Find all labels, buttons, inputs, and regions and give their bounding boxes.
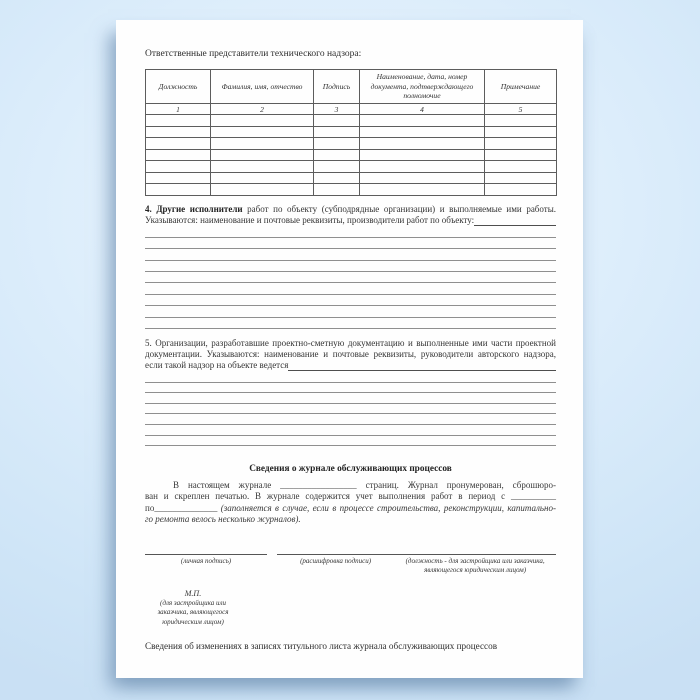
personal-signature-line xyxy=(145,546,267,555)
personal-signature-label: (личная подпись) xyxy=(180,556,232,565)
signature-lines xyxy=(145,546,556,555)
ruled-line xyxy=(145,425,556,436)
ruled-line xyxy=(145,227,556,238)
col-number: 4 xyxy=(360,104,485,115)
table-row xyxy=(146,115,557,127)
ruled-line xyxy=(145,318,556,329)
table-row xyxy=(146,149,557,161)
ruled-line xyxy=(145,306,556,317)
signature-decryption-label: (расшифровка подписи) xyxy=(300,556,372,565)
section-4-lead-rest: работ по объекту (субподрядные организации) и выполняемые ими работы. xyxy=(242,203,557,214)
section-5-line-2: документации. Указываются: наименование и почтовые реквизиты, руководители авторского надзора, xyxy=(145,349,556,360)
journal-line-3-note: (заполняется в случае, если в процессе строительства, реконструкции, капитально- xyxy=(220,502,556,513)
ruled-line xyxy=(145,414,556,425)
col-header-signature: Подпись xyxy=(314,70,360,104)
blank-underline xyxy=(474,216,556,226)
col-header-note: Примечание xyxy=(485,70,557,104)
section-4-line-2-text: Указываются: наименование и почтовые реквизиты, производители работ по объекту: xyxy=(145,214,475,225)
section-5-line-3 xyxy=(145,360,556,371)
journal-section-heading: Сведения о журнале обслуживающих процессов xyxy=(249,464,452,475)
col-number: 1 xyxy=(146,104,211,115)
table-row xyxy=(146,161,557,173)
stamp-mp-label: М.П. xyxy=(184,588,202,598)
journal-line-1: В настоящем журнале _________________ страниц. Журнал пронумерован, сброшюро- xyxy=(173,480,556,491)
ruled-line xyxy=(145,436,556,447)
section-4-bold-lead: 4. Другие исполнители xyxy=(145,203,243,214)
col-number: 3 xyxy=(314,104,360,115)
col-header-document: Наименование, дата, номер документа, подтверждающего полномочие xyxy=(360,70,485,104)
journal-line-4: го ремонта велось несколько журналов). xyxy=(145,513,301,524)
table-body xyxy=(146,115,557,196)
ruled-line xyxy=(145,261,556,272)
table-row xyxy=(146,184,557,196)
signature-labels xyxy=(145,557,556,576)
journal-line-3-prefix: по______________ xyxy=(145,502,221,513)
position-label: (должность - для застройщика или заказчика, являющегося юридическим лицом) xyxy=(405,556,545,575)
journal-paragraph xyxy=(145,480,556,525)
section-4-line-1 xyxy=(145,204,556,215)
ruled-line xyxy=(145,393,556,404)
col-number: 5 xyxy=(485,104,557,115)
ruled-line xyxy=(145,295,556,306)
signature-details-line xyxy=(277,546,556,555)
table-row xyxy=(146,172,557,184)
table-row xyxy=(146,126,557,138)
section-4-line-2 xyxy=(145,215,556,226)
section-5-line-1: 5. Организации, разработавшие проектно-сметную документацию и выполненные ими части проектной xyxy=(145,338,556,349)
ruled-line xyxy=(145,272,556,283)
page-title: Ответственные представители технического надзора: xyxy=(145,49,362,59)
table-row xyxy=(146,138,557,150)
col-number: 2 xyxy=(211,104,314,115)
section-4 xyxy=(145,204,556,330)
section-5 xyxy=(145,338,556,446)
ruled-line xyxy=(145,404,556,415)
table-number-row xyxy=(146,104,557,115)
title-changes-heading: Сведения об изменениях в записях титульного листа журнала обслуживающих процессов xyxy=(145,641,498,652)
ruled-line xyxy=(145,283,556,294)
document-page xyxy=(116,20,583,678)
col-header-position: Должность xyxy=(146,70,211,104)
section-5-ruled-lines xyxy=(145,372,556,446)
col-header-name: Фамилия, имя, отчество xyxy=(211,70,314,104)
ruled-line xyxy=(145,249,556,260)
stamp-note-line-2: заказчика, являющегося xyxy=(157,608,229,617)
signature-labels-right xyxy=(277,557,556,576)
supervisors-table xyxy=(145,69,557,196)
ruled-line xyxy=(145,383,556,394)
section-4-ruled-lines xyxy=(145,227,556,330)
stamp-note-line-3: юридическим лицом) xyxy=(162,617,224,626)
stamp-block xyxy=(145,589,241,628)
blank-underline xyxy=(288,361,556,371)
journal-line-3 xyxy=(145,503,556,514)
section-5-line-3-text: если такой надзор на объекте ведется xyxy=(145,360,289,371)
ruled-line xyxy=(145,238,556,249)
stamp-note-line-1: (для застройщика или xyxy=(159,598,226,607)
ruled-line xyxy=(145,372,556,383)
journal-line-2: ван и скреплен печатью. В журнале содержится учет выполнения работ в период с __________ xyxy=(145,491,556,502)
table-header-row xyxy=(146,70,557,104)
